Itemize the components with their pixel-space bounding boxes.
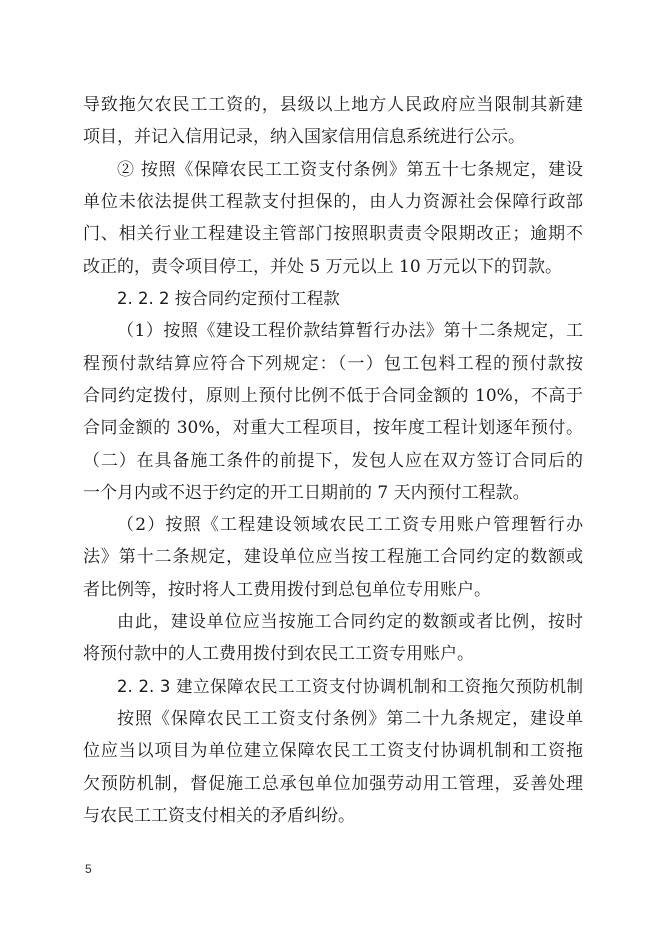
body-text-line: ② 按照《保障农民工工资支付条例》第五十七条规定，建设 (117, 160, 583, 180)
body-text-line: 程预付款结算应符合下列规定：（一）包工包料工程的预付款按 (83, 354, 583, 374)
body-text-line: 位应当以项目为单位建立保障农民工工资支付协调机制和工资拖 (83, 741, 583, 761)
page-number: 5 (85, 862, 92, 876)
body-text-line: 欠预防机制，督促施工总承包单位加强劳动用工管理，妥善处理 (83, 774, 583, 794)
body-text-line: 单位未依法提供工程款支付担保的，由人力资源社会保障行政部 (83, 192, 583, 212)
body-text-line: （二）在具备施工条件的前提下，发包人应在双方签订合同后的 (83, 451, 583, 471)
body-text-line: 与农民工工资支付相关的矛盾纠纷。 (83, 806, 355, 826)
section-heading: 2. 2. 3 建立保障农民工工资支付协调机制和工资拖欠预防机制 (117, 677, 583, 696)
body-text-line: （2）按照《工程建设领域农民工工资专用账户管理暂行办 (117, 515, 583, 535)
body-text-line: 法》第十二条规定，建设单位应当按工程施工合同约定的数额或 (83, 547, 583, 567)
body-text-line: 一个月内或不迟于约定的开工日期前的 7 天内预付工程款。 (83, 483, 530, 503)
body-text-line: 者比例等，按时将人工费用拨付到总包单位专用账户。 (83, 580, 491, 600)
body-text-line: 由此，建设单位应当按施工合同约定的数额或者比例，按时 (117, 612, 583, 632)
body-text-line: 合同约定拨付，原则上预付比例不低于合同金额的 10%，不高于 (83, 386, 583, 406)
section-heading: 2. 2. 2 按合同约定预付工程款 (117, 289, 340, 308)
body-text-line: 项目，并记入信用记录，纳入国家信用信息系统进行公示。 (83, 127, 525, 147)
body-text-line: 按照《保障农民工工资支付条例》第二十九条规定，建设单 (117, 709, 583, 729)
body-text-line: 门、相关行业工程建设主管部门按照职责责令限期改正；逾期不 (83, 224, 583, 244)
body-text-line: 导致拖欠农民工工资的，县级以上地方人民政府应当限制其新建 (83, 95, 583, 115)
body-text-line: 改正的，责令项目停工，并处 5 万元以上 10 万元以下的罚款。 (83, 257, 563, 277)
body-text-line: 将预付款中的人工费用拨付到农民工工资专用账户。 (83, 644, 474, 664)
body-text-line: （1）按照《建设工程价款结算暂行办法》第十二条规定，工 (117, 321, 583, 341)
body-text-line: 合同金额的 30%，对重大工程项目，按年度工程计划逐年预付。 (83, 418, 583, 438)
